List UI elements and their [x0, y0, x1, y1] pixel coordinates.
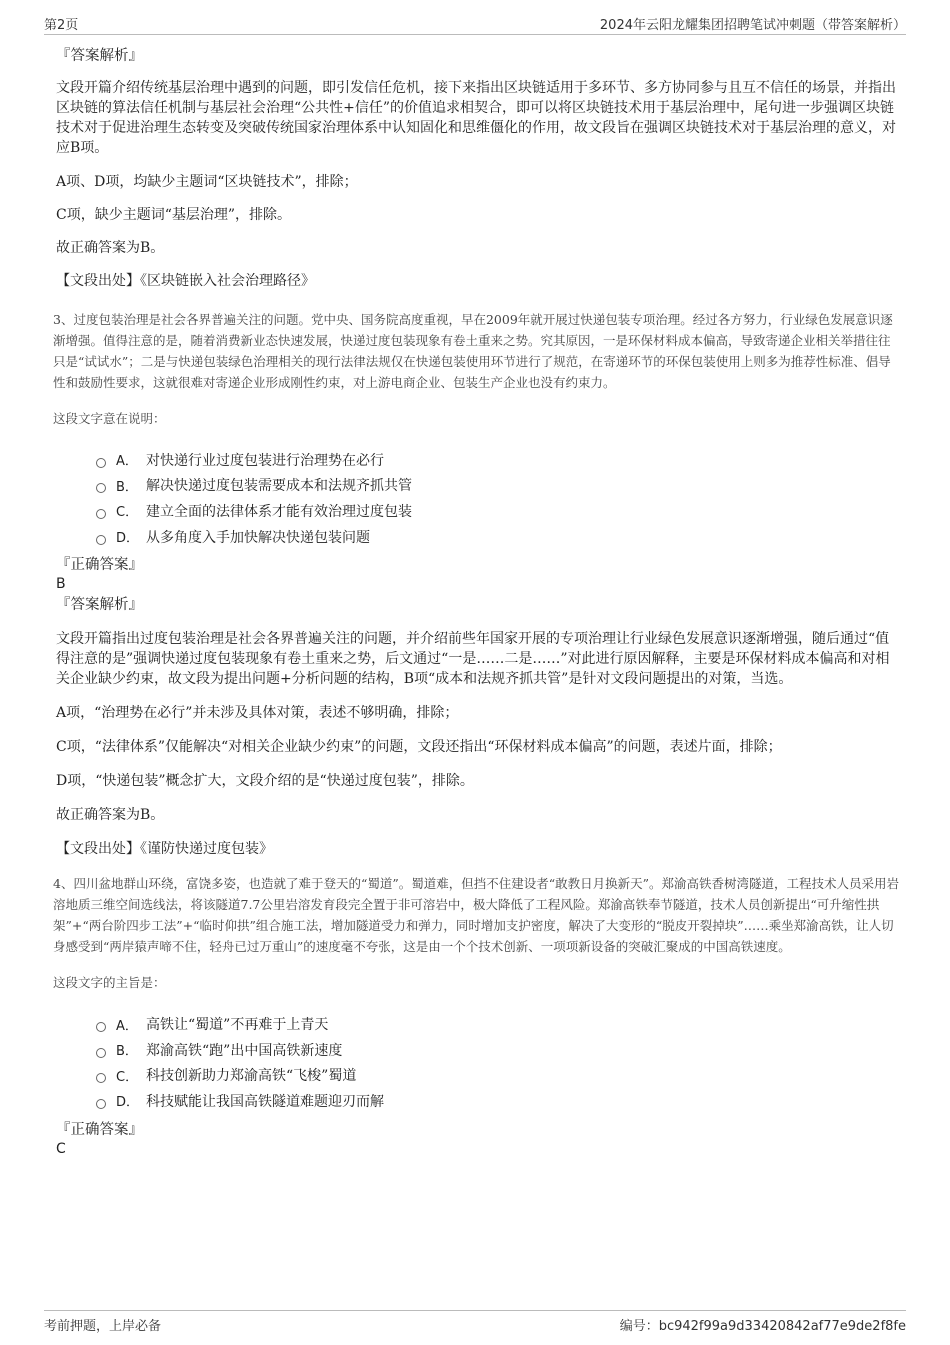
page-footer [44, 1310, 906, 1335]
correct-answer: B [56, 576, 66, 593]
analysis-line: A项、D项，均缺少主题词“区块链技术”，排除； [56, 174, 358, 190]
analysis-line: A项，“治理势在必行”并未涉及具体对策，表述不够明确，排除； [56, 705, 459, 722]
option-d[interactable] [96, 1088, 902, 1114]
option-b[interactable] [96, 473, 902, 499]
option-text: 郑渝高铁“跑”出中国高铁新速度 [146, 1042, 343, 1059]
radio-button[interactable] [96, 1073, 106, 1083]
option-key: A． [116, 454, 138, 470]
option-text: 科技创新助力郑渝高铁“飞梭”蜀道 [146, 1068, 357, 1085]
analysis-text: 文段开篇介绍传统基层治理中遇到的问题，即引发信任危机，接下来指出区块链适用于多环节、多方协同参与且互不信任的场景，并指出区块链的算法信任机制与基层社会治理“公共性+信任”的价值追求相契合，即可以将区块链技术用于基层治理中，尾句进一步强调区块链技术对于促进治理生态转变及突破传统国家治理体系中认知固化和思维僵化的作用，故文段旨在强调区块链技术对于基层治理的意义，对应B项。 [56, 80, 896, 156]
answer-label: 『正确答案』 [56, 1121, 143, 1138]
analysis-line: C项，“法律体系”仅能解决“对相关企业缺少约束”的问题，文段还指出“环保材料成本偏高”的问题，表述片面，排除； [56, 739, 782, 756]
analysis-line: C项，缺少主题词“基层治理”，排除。 [56, 207, 292, 223]
option-a[interactable] [96, 447, 902, 473]
question-prompt: 这段文字的主旨是： [53, 975, 166, 991]
source-line: 【文段出处】《谨防快递过度包装》 [56, 841, 273, 858]
document-id: 编号：bc942f99a9d33420842af77e9de2f8fe [619, 1319, 906, 1334]
option-text: 从多角度入手加快解决快递包装问题 [146, 529, 370, 546]
question-prompt: 这段文字意在说明： [53, 411, 166, 426]
correct-answer: C [56, 1140, 66, 1157]
analysis-label: 『答案解析』 [56, 597, 143, 614]
option-key: B． [116, 1044, 138, 1060]
option-b[interactable] [96, 1037, 902, 1063]
question-stem: 4、四川盆地群山环绕，富饶多姿，也造就了难于登天的“蜀道”。蜀道难，但挡不住建设者“敢教日月换新天”。郑渝高铁香树湾隧道，工程技术人员采用岩溶地质三维空间选线法，将该隧道7.7公里岩溶发育段完全置于非可溶岩中，极大降低了工程风险。郑渝高铁奉节隧道，技术人员创新提出“可升缩性拱架”+“两台阶四步工法”+“临时仰拱”组合施工法，增加隧道受力和弹力，同时增加支护密度，解决了大变形的“脱皮开裂掉块”……乘坐郑渝高铁，让人切身感受到“两岸猿声啼不住，轻舟已过万重山”的速度毫不夸张，这是由一个个技术创新、一项项新设备的突破汇聚成的中国高铁速度。 [53, 876, 900, 955]
option-key: C． [116, 505, 139, 521]
option-key: D． [116, 1095, 140, 1111]
option-key: C． [116, 1069, 139, 1085]
radio-button[interactable] [96, 1022, 106, 1032]
option-c[interactable] [96, 1063, 902, 1089]
radio-button[interactable] [96, 483, 106, 493]
question-stem: 3、过度包装治理是社会各界普遍关注的问题。党中央、国务院高度重视，早在2009年就开展过快递包装专项治理。经过各方努力，行业绿色发展意识逐渐增强。值得注意的是，随着消费新业态快速发展，快递过度包装现象有卷土重来之势。究其原因，一是环保材料成本偏高，导致寄递企业相关举措往往只是“试试水”；二是与快递包装绿色治理相关的现行法律法规仅在快递包装使用环节进行了规范，在寄递环节的环保包装使用上则多为推荐性标准、倡导性和鼓励性要求，这就很难对寄递企业形成刚性约束，对上游电商企业、包装生产企业也没有约束力。 [53, 312, 893, 390]
option-text: 对快递行业过度包装进行治理势在必行 [146, 452, 384, 469]
answer-label: 『正确答案』 [56, 557, 143, 574]
option-d[interactable] [96, 524, 902, 550]
option-key: D． [116, 531, 140, 547]
option-text: 建立全面的法律体系才能有效治理过度包装 [146, 503, 412, 520]
analysis-line: 故正确答案为B。 [56, 240, 165, 256]
option-a[interactable] [96, 1011, 902, 1037]
option-list [96, 1011, 902, 1113]
analysis-line: 故正确答案为B。 [56, 807, 165, 824]
option-text: 解决快递过度包装需要成本和法规齐抓共管 [146, 478, 412, 495]
radio-button[interactable] [96, 535, 106, 545]
option-text: 科技赋能让我国高铁隧道难题迎刃而解 [146, 1093, 384, 1110]
radio-button[interactable] [96, 1099, 106, 1109]
radio-button[interactable] [96, 458, 106, 468]
source-line: 【文段出处】《区块链嵌入社会治理路径》 [56, 273, 315, 289]
radio-button[interactable] [96, 509, 106, 519]
option-list [96, 447, 902, 549]
page-header [44, 14, 906, 35]
option-key: A． [116, 1018, 138, 1034]
option-c[interactable] [96, 498, 902, 524]
analysis-line: D项，“快递包装”概念扩大，文段介绍的是“快递过度包装”，排除。 [56, 773, 474, 790]
option-text: 高铁让“蜀道”不再难于上青天 [146, 1017, 329, 1034]
analysis-text: 文段开篇指出过度包装治理是社会各界普遍关注的问题，并介绍前些年国家开展的专项治理让行业绿色发展意识逐渐增强，随后通过“值得注意的是”强调快递过度包装现象有卷土重来之势，后文通过“一是……二是……”对此进行原因解释，主要是环保材料成本偏高和对相关企业缺少约束，故文段为提出问题+分析问题的结构，B项“成本和法规齐抓共管”是针对文段问题提出的对策，当选。 [56, 631, 890, 688]
analysis-label: 『答案解析』 [56, 48, 143, 64]
footer-slogan: 考前押题，上岸必备 [44, 1319, 162, 1334]
page-number: 第2页 [44, 18, 79, 33]
option-key: B． [116, 479, 138, 495]
document-body [53, 46, 902, 1158]
radio-button[interactable] [96, 1048, 106, 1058]
document-title: 2024年云阳龙耀集团招聘笔试冲刺题（带答案解析） [599, 18, 906, 33]
